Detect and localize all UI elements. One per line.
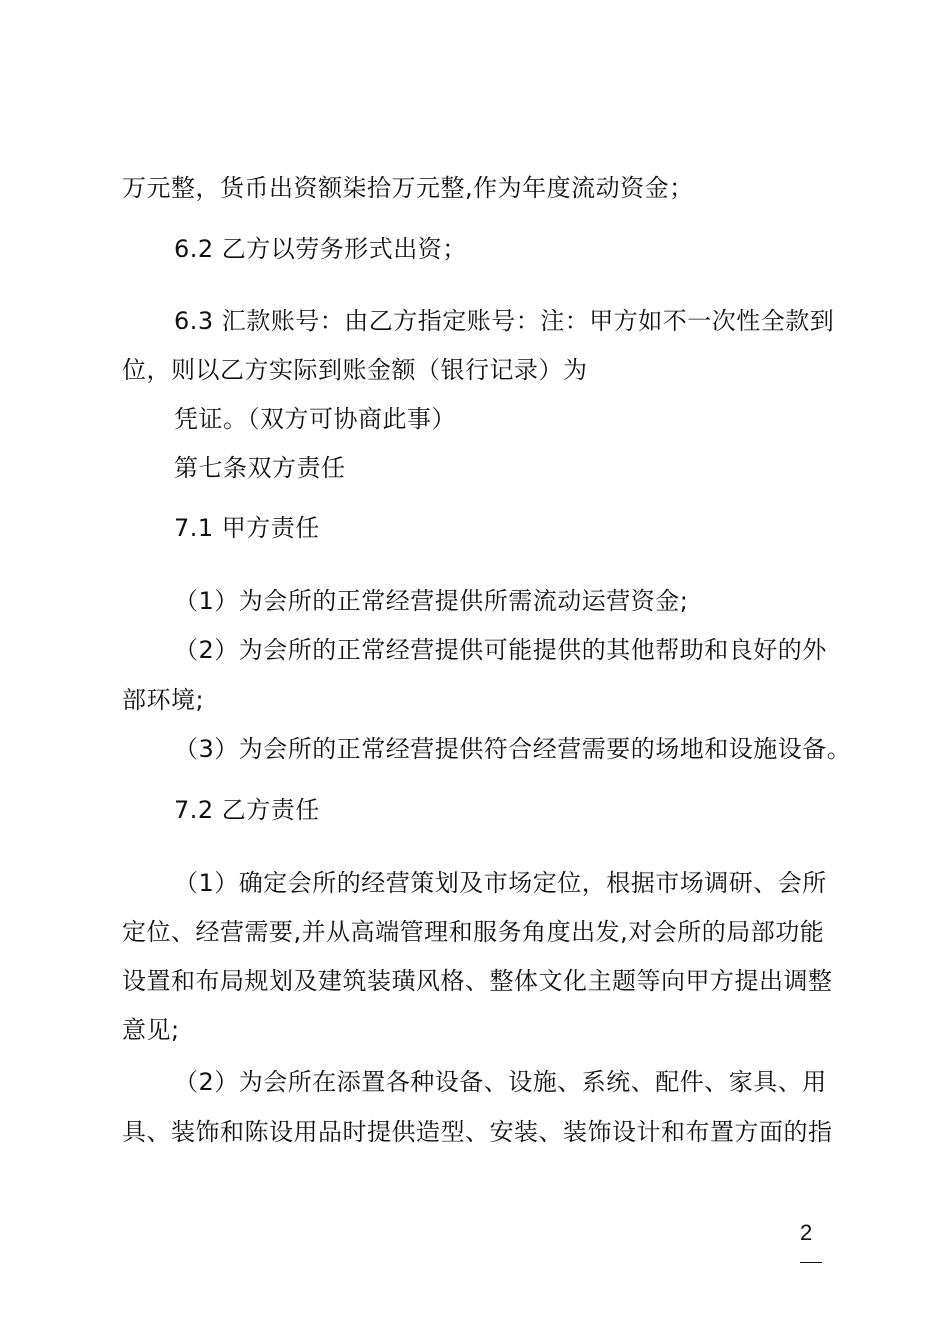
page-number: 2 [800, 1220, 813, 1245]
text-line: （2）为会所的正常经营提供可能提供的其他帮助和良好的外 [174, 636, 827, 664]
text-line: 意见; [122, 1016, 180, 1044]
text-line: （3）为会所的正常经营提供符合经营需要的场地和设施设备。 [174, 735, 852, 763]
text-line: 万元整，货币出资额柒拾万元整,作为年度流动资金； [122, 174, 694, 202]
text-line: （2）为会所在添置各种设备、设施、系统、配件、家具、用 [174, 1068, 827, 1096]
text-line: 凭证。（双方可协商此事） [174, 405, 456, 433]
text-line: 位，则以乙方实际到账金额（银行记录）为 [122, 356, 588, 384]
page-number-dash [800, 1262, 822, 1263]
text-line: 6.2 乙方以劳务形式出资； [174, 235, 467, 263]
subsection-heading: 7.1 甲方责任 [174, 514, 320, 542]
text-line: 设置和布局规划及建筑装璜风格、整体文化主题等向甲方提出调整 [122, 967, 833, 995]
text-line: 定位、经营需要,并从高端管理和服务角度出发,对会所的局部功能 [122, 918, 825, 946]
text-line: （1）为会所的正常经营提供所需流动运营资金; [174, 587, 689, 615]
text-line: （1）确定会所的经营策划及市场定位，根据市场调研、会所 [174, 869, 827, 897]
text-line: 部环境; [122, 686, 205, 714]
text-line: 6.3 汇款账号：由乙方指定账号：注：甲方如不一次性全款到 [174, 307, 835, 335]
text-line: 具、装饰和陈设用品时提供造型、安装、装饰设计和布置方面的指 [122, 1118, 833, 1146]
subsection-heading: 7.2 乙方责任 [174, 796, 320, 824]
section-heading: 第七条双方责任 [174, 454, 346, 482]
